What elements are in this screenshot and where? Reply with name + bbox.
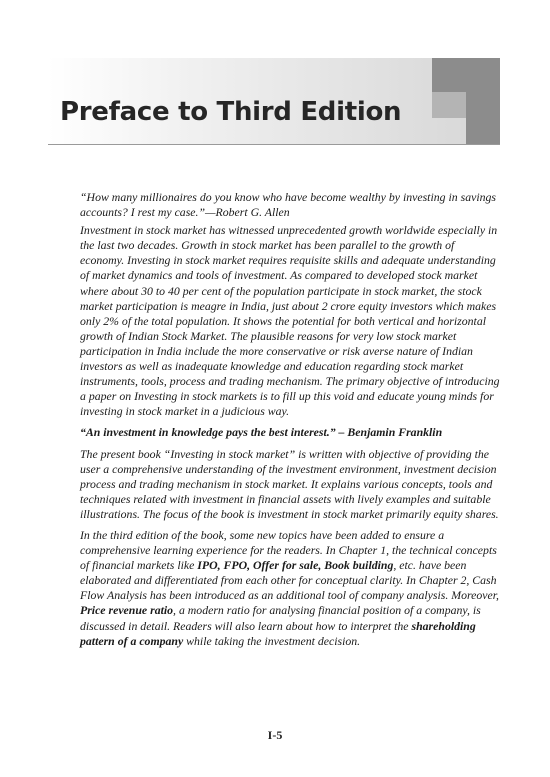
preface-body <box>80 190 500 655</box>
paragraph-3-text: , a modern ratio for analysing financial position of a company, is discussed in detail. Readers will also learn about how to interpret the <box>80 603 481 633</box>
paragraph-3-bold: IPO, FPO, Offer for sale, Book building <box>197 558 394 573</box>
header-decoration-block <box>466 92 500 144</box>
page-number: I-5 <box>267 728 283 742</box>
header-decoration-block <box>432 92 466 118</box>
paragraph-3-bold: Price revenue ratio <box>80 603 174 618</box>
paragraph-3-text: , etc. have been elaborated and differentiated from each other for conceptual clarity. In Chapter 2, Cash Flow Analysis has been introduced as an additional tool of company analysis. Moreover, <box>80 558 499 603</box>
paragraph-3-text: In the third edition of the book, some new topics have been added to ensure a comprehensive learning experience for the readers. In Chapter 1, the technical concepts of financial markets like <box>80 527 497 573</box>
header-decoration-block <box>432 58 500 92</box>
franklin-quote: “An investment in knowledge pays the best interest.” – Benjamin Franklin <box>80 425 443 440</box>
header-rule <box>48 144 500 145</box>
paragraph-3-text: while taking the investment decision. <box>183 633 361 648</box>
opening-quote: “How many millionaires do you know who have become wealthy by investing in savings accounts? I rest my case.”—Robert G. Allen <box>80 190 496 220</box>
paragraph-3 <box>80 528 500 649</box>
paragraph-1: Investment in stock market has witnessed unprecedented growth worldwide especially in the last two decades. Growth in stock market has been parallel to the growth of economy. Investing in stock market requires requisite skills and adequate understanding of market dynamics and tools of investment. As compared to developed stock market where about 30 to 40 per cent of the population participate in stock market, the stock market participation is meagre in India, just about 2 crore equity investors which makes only 2% of the total population. It shows the potential for both vertical and horizontal growth of Indian Stock Market. The plausible reasons for very low stock market participation in India include the more conservative or risk averse nature of Indian investors as well as inadequate knowledge and education regarding stock market instruments, tools, process and trading mechanism. The primary objective of introducing a paper on Investing in stock markets is to fill up this void and educate young minds for investing in stock market in a judicious way. <box>80 223 500 419</box>
page-title: Preface to Third Edition <box>60 97 402 127</box>
paragraph-2: The present book “Investing in stock market” is written with objective of providing the user a comprehensive understanding of the investment environment, investment decision process and trading mechanism in stock market. It explains various concepts, tools and techniques related with investment in financial assets with lively examples and suitable illustrations. The focus of the book is investment in stock market primarily equity shares. <box>80 446 499 521</box>
paragraph-3-bold: shareholding pattern of a company <box>80 618 476 648</box>
